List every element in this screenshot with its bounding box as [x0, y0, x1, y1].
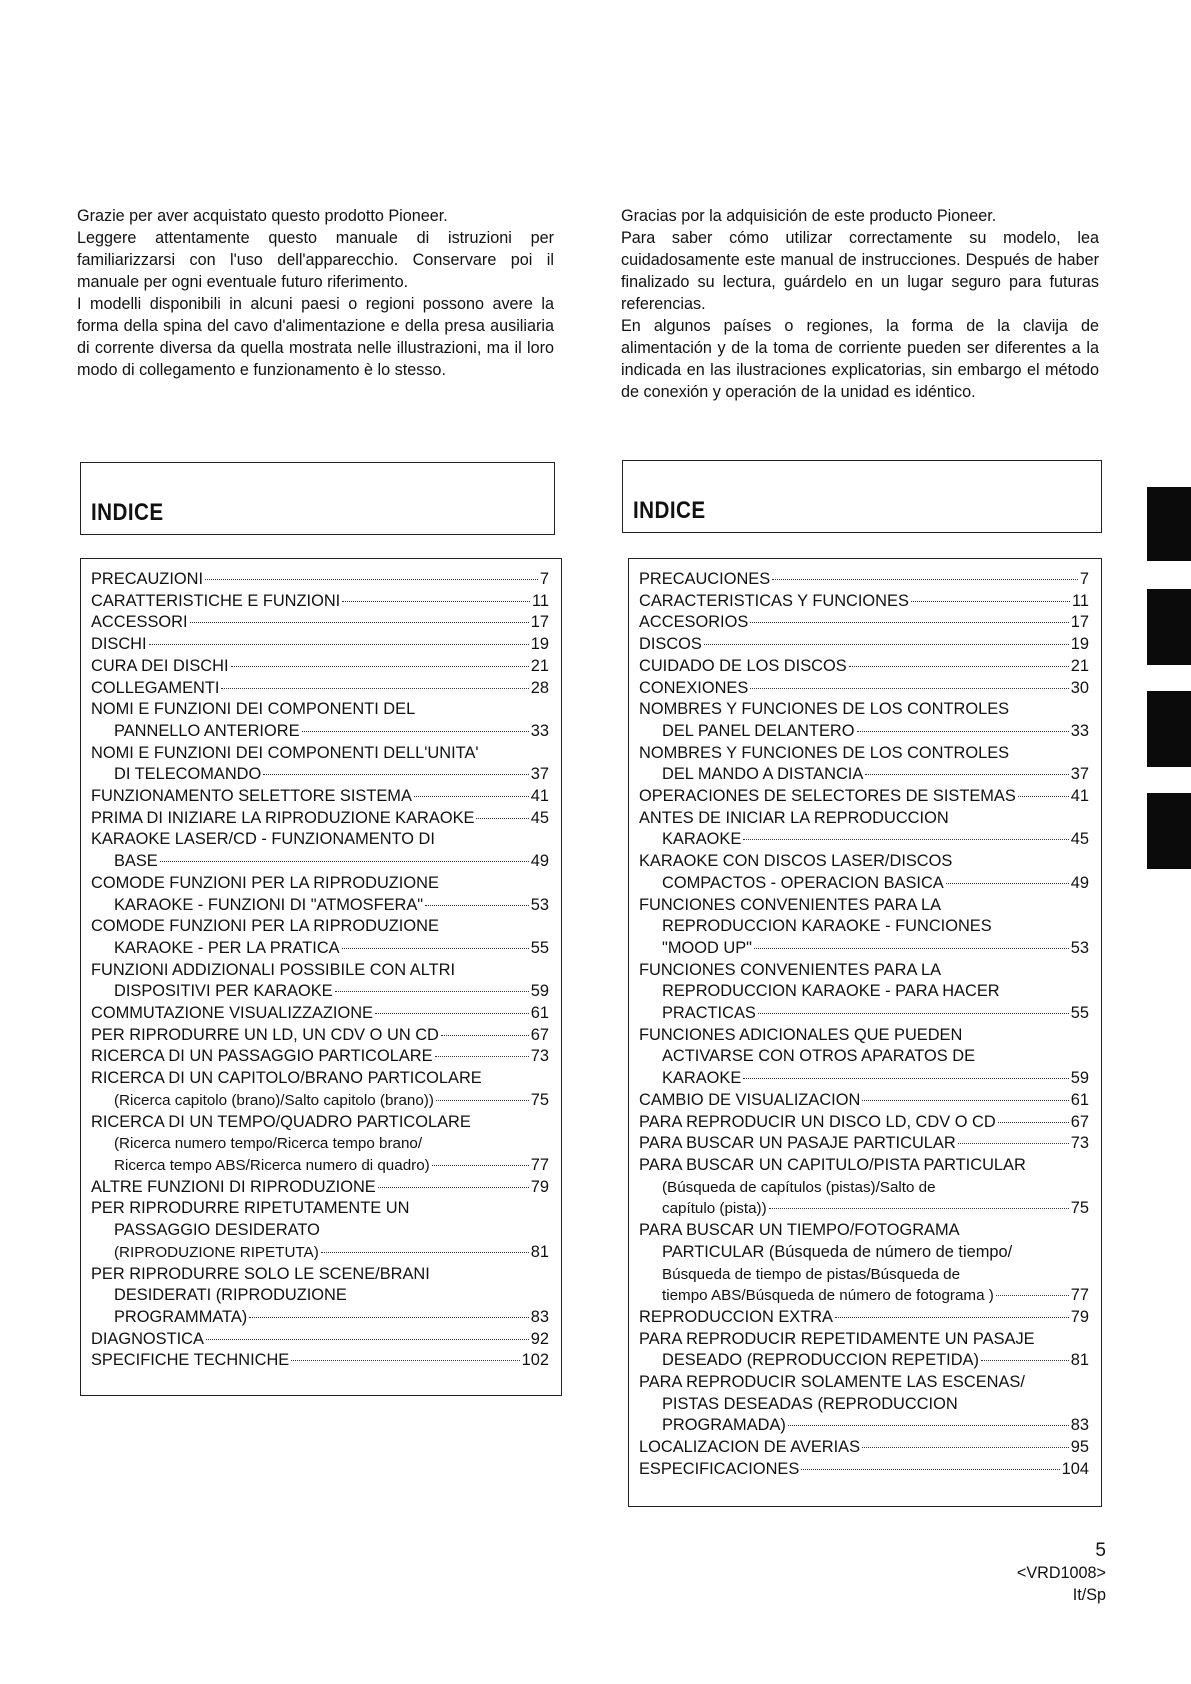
toc-entry [639, 1133, 1089, 1155]
page-footer [1017, 1540, 1106, 1606]
toc-entry-title: CUIDADO DE LOS DISCOS [639, 656, 847, 675]
toc-leader-dots [865, 774, 1068, 775]
toc-entry [639, 1155, 1089, 1220]
toc-entry [91, 873, 549, 916]
toc-entry-title: BASE [114, 852, 158, 871]
toc-leader-dots [190, 622, 529, 623]
toc-leader-dots [249, 1317, 529, 1318]
toc-entry-title: PRACTICAS [662, 1004, 756, 1023]
toc-leader-dots [958, 1143, 1069, 1144]
toc-page-number: 49 [1070, 873, 1089, 892]
toc-entry-title: LOCALIZACION DE AVERIAS [639, 1438, 861, 1457]
intro-paragraph: I modelli disponibili in alcuni paesi o regioni possono avere la forma della spina del cavo d'alimentazione e della presa ausiliaria di corrente diversa da quella mostrata nelle illustrazioni, ma il loro modo di collegamento e funzionamento è lo stesso. [77, 295, 554, 379]
toc-leader-dots [758, 1013, 1069, 1014]
heading-box-italian [80, 462, 555, 535]
toc-leader-dots [432, 1165, 529, 1166]
toc-page-number: 28 [530, 678, 549, 697]
toc-page-number: 92 [530, 1329, 549, 1348]
toc-leader-dots [862, 1447, 1069, 1448]
toc-entry-title: PASSAGGIO DESIDERATO [114, 1221, 320, 1240]
toc-entry-title: PARA BUSCAR UN CAPITULO/PISTA PARTICULAR [639, 1155, 1026, 1174]
toc-leader-dots [769, 1208, 1069, 1209]
toc-entry-title: ESPECIFICACIONES [639, 1459, 800, 1478]
toc-page-number: 53 [530, 895, 549, 914]
toc-entry-title: ACCESORIOS [639, 613, 749, 632]
toc-entry [91, 1350, 549, 1372]
toc-page-number: 11 [531, 591, 549, 610]
toc-page-number: 49 [530, 852, 549, 871]
toc-entry [639, 569, 1089, 591]
index-tab [1147, 589, 1191, 665]
toc-box-spanish [628, 558, 1102, 1507]
toc-entry-title: FUNCIONES CONVENIENTES PARA LA [639, 895, 942, 914]
toc-page-number: 83 [1070, 1416, 1089, 1435]
toc-entry [91, 1003, 549, 1025]
toc-entry-title: PER RIPRODURRE UN LD, UN CDV O UN CD [91, 1025, 439, 1044]
toc-entry [91, 743, 549, 786]
toc-page-number: 19 [1070, 635, 1089, 654]
toc-leader-dots [1018, 796, 1069, 797]
toc-entry-title: (Búsqueda de capítulos (pistas)/Salto de [662, 1178, 936, 1196]
toc-entry [639, 1220, 1089, 1307]
toc-entry-title: PARTICULAR (Búsqueda de número de tiempo/ [662, 1242, 1013, 1261]
toc-entry [639, 591, 1089, 613]
toc-page-number: 45 [1070, 830, 1089, 849]
toc-page-number: 7 [539, 570, 549, 588]
toc-entry-title: KARAOKE LASER/CD - FUNZIONAMENTO DI [91, 830, 435, 849]
toc-entry [91, 1198, 549, 1263]
toc-entry [91, 960, 549, 1003]
toc-page-number: 75 [530, 1090, 549, 1109]
toc-entry [91, 656, 549, 678]
toc-entry-title: RICERCA DI UN PASSAGGIO PARTICOLARE [91, 1047, 433, 1066]
toc-entry-title: KARAOKE - PER LA PRATICA [114, 938, 340, 957]
toc-entry-title: REPRODUCCION KARAOKE - FUNCIONES [662, 917, 992, 936]
toc-leader-dots [435, 1056, 529, 1057]
toc-entry [91, 1046, 549, 1068]
toc-page-number: 79 [530, 1177, 549, 1196]
toc-entry [639, 1459, 1089, 1481]
language-code: It/Sp [1072, 1586, 1106, 1604]
toc-entry-title: COLLEGAMENTI [91, 678, 220, 697]
toc-entry-title: DEL MANDO A DISTANCIA [662, 765, 864, 784]
toc-entry [639, 612, 1089, 634]
toc-leader-dots [743, 839, 1069, 840]
toc-entry [91, 808, 549, 830]
toc-list-italian [91, 569, 549, 1372]
toc-entry-title: PARA REPRODUCIR SOLAMENTE LAS ESCENAS/ [639, 1373, 1025, 1392]
toc-page-number: 79 [1070, 1307, 1089, 1326]
toc-leader-dots [788, 1425, 1069, 1426]
index-tab [1147, 487, 1191, 561]
toc-entry-title: COMPACTOS - OPERACION BASICA [662, 873, 944, 892]
intro-paragraph: En algunos países o regiones, la forma de la clavija de alimentación y de la toma de corriente pueden ser diferentes a la indicada en las ilustraciones explicatorias, sin embargo el método de conexión y operación de la unidad es idéntico. [621, 317, 1099, 401]
toc-entry [639, 1437, 1089, 1459]
toc-leader-dots [221, 688, 528, 689]
toc-page-number: 41 [1070, 787, 1089, 806]
toc-leader-dots [754, 948, 1069, 949]
toc-leader-dots [378, 1187, 529, 1188]
toc-page-number: 73 [530, 1047, 549, 1066]
toc-entry-title: NOMI E FUNZIONI DEI COMPONENTI DELL'UNITA' [91, 743, 479, 762]
toc-entry-title: PROGRAMADA) [662, 1416, 786, 1435]
intro-paragraph: Grazie per aver acquistato questo prodotto Pioneer. [77, 207, 448, 225]
toc-entry [639, 1372, 1089, 1437]
toc-page-number: 77 [1070, 1286, 1089, 1305]
toc-entry-title: "MOOD UP" [662, 938, 752, 957]
toc-leader-dots [911, 601, 1070, 602]
toc-entry [639, 678, 1089, 700]
toc-page-number: 73 [1070, 1134, 1089, 1153]
toc-entry-title: REPRODUCCION EXTRA [639, 1307, 833, 1326]
toc-entry-title: DESIDERATI (RIPRODUZIONE [114, 1286, 347, 1305]
toc-page-number: 53 [1070, 938, 1089, 957]
toc-page-number: 33 [1070, 721, 1089, 740]
toc-entry [639, 743, 1089, 786]
toc-page-number: 55 [530, 938, 549, 957]
toc-entry-title: CURA DEI DISCHI [91, 656, 229, 675]
toc-page-number: 45 [530, 808, 549, 827]
toc-entry-title: PRECAUCIONES [639, 570, 771, 588]
toc-leader-dots [750, 688, 1068, 689]
toc-page-number: 17 [1070, 613, 1089, 632]
toc-entry-title: DISPOSITIVI PER KARAOKE [114, 982, 333, 1001]
intro-spanish [621, 205, 1099, 403]
toc-entry-title: OPERACIONES DE SELECTORES DE SISTEMAS [639, 787, 1016, 806]
section-title: INDICE [633, 497, 706, 524]
toc-page-number: 67 [1070, 1112, 1089, 1131]
index-tab [1147, 793, 1191, 869]
toc-entry-title: KARAOKE [662, 830, 742, 849]
toc-entry-title: NOMBRES Y FUNCIONES DE LOS CONTROLES [639, 743, 1010, 762]
toc-leader-dots [772, 579, 1078, 580]
toc-page-number: 95 [1070, 1438, 1089, 1457]
toc-page-number: 67 [530, 1025, 549, 1044]
toc-entry [91, 1177, 549, 1199]
toc-page-number: 21 [1070, 656, 1089, 675]
toc-entry-title: FUNZIONAMENTO SELETTORE SISTEMA [91, 787, 412, 806]
toc-entry-title: DI TELECOMANDO [114, 765, 262, 784]
toc-leader-dots [263, 774, 529, 775]
toc-page-number: 61 [530, 1004, 549, 1023]
toc-page-number: 7 [1079, 570, 1089, 588]
toc-entry [91, 1025, 549, 1047]
toc-leader-dots [996, 1295, 1069, 1296]
toc-page-number: 11 [1071, 591, 1089, 610]
toc-entry-title: (RIPRODUZIONE RIPETUTA) [114, 1243, 319, 1261]
toc-page-number: 104 [1061, 1459, 1089, 1478]
toc-entry [91, 786, 549, 808]
toc-leader-dots [335, 991, 529, 992]
intro-paragraph: Gracias por la adquisición de este producto Pioneer. [621, 207, 997, 225]
toc-entry [639, 1025, 1089, 1090]
heading-box-spanish [622, 460, 1102, 533]
toc-page-number: 37 [1070, 765, 1089, 784]
toc-leader-dots [981, 1360, 1069, 1361]
toc-entry-title: PER RIPRODURRE SOLO LE SCENE/BRANI [91, 1264, 430, 1283]
toc-entry-title: ACTIVARSE CON OTROS APARATOS DE [662, 1047, 975, 1066]
toc-leader-dots [704, 644, 1069, 645]
toc-leader-dots [205, 579, 538, 580]
toc-page-number: 19 [530, 635, 549, 654]
toc-entry-title: (Ricerca numero tempo/Ricerca tempo brano/ [114, 1135, 423, 1153]
index-tabs [1147, 0, 1191, 1684]
toc-entry [91, 1112, 549, 1177]
toc-entry [91, 916, 549, 959]
toc-entry-title: DESEADO (REPRODUCCION REPETIDA) [662, 1351, 979, 1370]
toc-page-number: 17 [530, 613, 549, 632]
toc-entry-title: (Ricerca capitolo (brano)/Salto capitolo (brano)) [114, 1091, 434, 1109]
toc-leader-dots [414, 796, 529, 797]
toc-entry-title: PARA REPRODUCIR UN DISCO LD, CDV O CD [639, 1112, 996, 1131]
toc-entry-title: RICERCA DI UN CAPITOLO/BRANO PARTICOLARE [91, 1069, 482, 1088]
toc-page-number: 37 [530, 765, 549, 784]
toc-entry-title: COMODE FUNZIONI PER LA RIPRODUZIONE [91, 873, 439, 892]
toc-entry [639, 1090, 1089, 1112]
toc-leader-dots [998, 1122, 1069, 1123]
toc-entry-title: Búsqueda de tiempo de pistas/Búsqueda de [662, 1265, 961, 1283]
toc-entry-title: tiempo ABS/Búsqueda de número de fotograma ) [662, 1287, 994, 1305]
toc-leader-dots [441, 1035, 529, 1036]
toc-entry-title: FUNCIONES ADICIONALES QUE PUEDEN [639, 1025, 963, 1044]
toc-entry-title: PARA BUSCAR UN TIEMPO/FOTOGRAMA [639, 1221, 960, 1240]
toc-entry-title: CONEXIONES [639, 678, 749, 697]
toc-entry-title: FUNCIONES CONVENIENTES PARA LA [639, 960, 942, 979]
toc-entry-title: Ricerca tempo ABS/Ricerca numero di quadro) [114, 1156, 430, 1174]
toc-entry [639, 1329, 1089, 1372]
toc-leader-dots [375, 1013, 529, 1014]
toc-leader-dots [476, 818, 528, 819]
toc-entry-title: PRIMA DI INIZIARE LA RIPRODUZIONE KARAOKE [91, 808, 475, 827]
toc-page-number: 30 [1070, 678, 1089, 697]
page-number: 5 [1095, 1540, 1106, 1561]
toc-entry [639, 895, 1089, 960]
toc-entry [91, 634, 549, 656]
toc-entry-title: CARATTERISTICHE E FUNZIONI [91, 591, 341, 610]
toc-entry [639, 656, 1089, 678]
intro-paragraph: Para saber cómo utilizar correctamente su modelo, lea cuidadosamente este manual de instrucciones. Después de haber finalizado su lectura, guárdelo en un lugar seguro para futuras referencias. [621, 229, 1099, 313]
toc-entry [91, 1329, 549, 1351]
toc-entry-title: KARAOKE - FUNZIONI DI "ATMOSFERA" [114, 895, 424, 914]
toc-leader-dots [750, 622, 1068, 623]
toc-entry-title: PARA REPRODUCIR REPETIDAMENTE UN PASAJE [639, 1329, 1035, 1348]
toc-page-number: 21 [530, 656, 549, 675]
toc-entry-title: COMMUTAZIONE VISUALIZZAZIONE [91, 1004, 373, 1023]
toc-entry-title: REPRODUCCION KARAOKE - PARA HACER [662, 982, 1000, 1001]
toc-page-number: 75 [1070, 1199, 1089, 1218]
toc-leader-dots [425, 905, 529, 906]
section-title: INDICE [91, 499, 164, 526]
index-tab [1147, 691, 1191, 767]
toc-entry-title: ANTES DE INICIAR LA REPRODUCCION [639, 808, 949, 827]
toc-entry [91, 1068, 549, 1111]
toc-entry-title: FUNZIONI ADDIZIONALI POSSIBILE CON ALTRI [91, 960, 456, 979]
toc-list-spanish [639, 569, 1089, 1481]
toc-leader-dots [436, 1100, 529, 1101]
toc-entry-title: PISTAS DESEADAS (REPRODUCCION [662, 1394, 958, 1413]
toc-entry-title: PANNELLO ANTERIORE [114, 721, 300, 740]
toc-entry [91, 1264, 549, 1329]
toc-leader-dots [946, 883, 1069, 884]
toc-entry [639, 699, 1089, 742]
toc-entry [639, 808, 1089, 851]
toc-page-number: 59 [530, 982, 549, 1001]
toc-entry [639, 1112, 1089, 1134]
toc-page-number: 81 [1070, 1351, 1089, 1370]
toc-entry [91, 678, 549, 700]
toc-entry-title: PER RIPRODURRE RIPETUTAMENTE UN [91, 1199, 410, 1218]
document-code: <VRD1008> [1016, 1564, 1106, 1582]
toc-leader-dots [206, 1339, 529, 1340]
intro-paragraph: Leggere attentamente questo manuale di istruzioni per familiarizzarsi con l'uso dell'apparecchio. Conservare poi il manuale per ogni eventuale futuro riferimento. [77, 229, 554, 291]
toc-leader-dots [862, 1100, 1068, 1101]
toc-entry-title: PARA BUSCAR UN PASAJE PARTICULAR [639, 1134, 956, 1153]
toc-entry-title: capítulo (pista)) [662, 1200, 767, 1218]
toc-page-number: 55 [1070, 1004, 1089, 1023]
toc-leader-dots [342, 601, 530, 602]
toc-entry-title: DISCOS [639, 635, 702, 654]
toc-entry-title: COMODE FUNZIONI PER LA RIPRODUZIONE [91, 917, 439, 936]
toc-page-number: 102 [521, 1351, 549, 1370]
toc-entry-title: DEL PANEL DELANTERO [662, 721, 855, 740]
toc-entry-title: NOMBRES Y FUNCIONES DE LOS CONTROLES [639, 700, 1010, 719]
toc-leader-dots [149, 644, 529, 645]
toc-leader-dots [849, 666, 1069, 667]
toc-leader-dots [302, 731, 529, 732]
toc-leader-dots [857, 731, 1069, 732]
toc-leader-dots [160, 861, 529, 862]
toc-leader-dots [342, 948, 529, 949]
toc-entry [639, 786, 1089, 808]
toc-leader-dots [231, 666, 529, 667]
toc-page-number: 61 [1070, 1090, 1089, 1109]
toc-entry [91, 829, 549, 872]
toc-entry-title: ACCESSORI [91, 613, 188, 632]
toc-entry-title: PROGRAMMATA) [114, 1307, 248, 1326]
toc-entry [639, 851, 1089, 894]
toc-box-italian [80, 558, 562, 1396]
intro-italian [77, 205, 554, 381]
toc-entry [639, 960, 1089, 1025]
toc-entry-title: KARAOKE CON DISCOS LASER/DISCOS [639, 852, 953, 871]
toc-page-number: 33 [530, 721, 549, 740]
toc-entry [639, 1307, 1089, 1329]
toc-entry [91, 591, 549, 613]
toc-leader-dots [743, 1078, 1069, 1079]
toc-entry-title: KARAOKE [662, 1069, 742, 1088]
toc-entry [639, 634, 1089, 656]
toc-entry-title: SPECIFICHE TECHNICHE [91, 1351, 290, 1370]
toc-page-number: 59 [1070, 1069, 1089, 1088]
toc-page-number: 41 [530, 787, 549, 806]
toc-entry-title: DISCHI [91, 635, 147, 654]
toc-leader-dots [835, 1317, 1069, 1318]
toc-entry-title: RICERCA DI UN TEMPO/QUADRO PARTICOLARE [91, 1112, 471, 1131]
toc-entry-title: CAMBIO DE VISUALIZACION [639, 1090, 861, 1109]
toc-leader-dots [321, 1252, 529, 1253]
toc-entry-title: CARACTERISTICAS Y FUNCIONES [639, 591, 909, 610]
toc-entry-title: NOMI E FUNZIONI DEI COMPONENTI DEL [91, 700, 416, 719]
toc-leader-dots [291, 1360, 519, 1361]
toc-entry-title: ALTRE FUNZIONI DI RIPRODUZIONE [91, 1177, 376, 1196]
toc-entry-title: PRECAUZIONI [91, 570, 204, 588]
toc-page-number: 83 [530, 1307, 549, 1326]
toc-entry [91, 699, 549, 742]
toc-page-number: 81 [530, 1242, 549, 1261]
toc-entry-title: DIAGNOSTICA [91, 1329, 204, 1348]
toc-entry [91, 612, 549, 634]
toc-entry [91, 569, 549, 591]
toc-leader-dots [801, 1469, 1059, 1470]
toc-page-number: 77 [530, 1155, 549, 1174]
